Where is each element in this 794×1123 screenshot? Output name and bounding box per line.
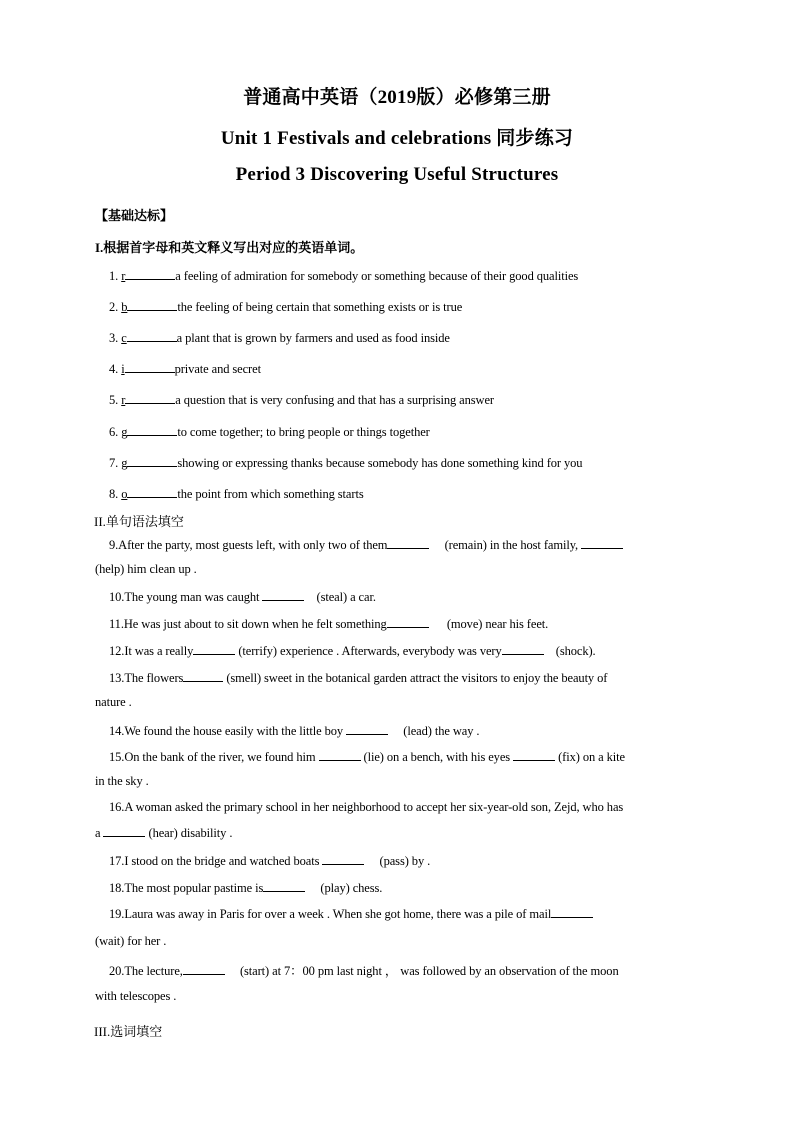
initial-letter: r [121,393,126,407]
answer-blank[interactable] [319,749,361,761]
answer-blank[interactable] [125,268,175,280]
answer-blank[interactable] [387,537,429,549]
vocab-definition: showing or expressing thanks because somebody has done something kind for you [177,456,583,470]
part2-heading: II.单句语法填空 [94,514,184,529]
initial-letter: g [121,425,128,439]
initial-letter: b [121,300,128,314]
vocab-definition: a feeling of admiration for somebody or something because of their good qualities [175,269,579,283]
grammar-question-15: 15.On the bank of the river, we found him (lie) on a bench, with his eyes (fix) on a kite [109,750,625,764]
answer-blank[interactable] [322,853,364,865]
part3-heading: III.选词填空 [94,1024,163,1039]
grammar-question-10: 10.The young man was caught (steal) a car. [109,590,376,604]
doc-title-unit: Unit 1 Festivals and celebrations 同步练习 [220,128,574,149]
initial-letter: g [121,456,128,470]
vocab-item: 7. g showing or expressing thanks because somebody has done something kind for you [109,456,583,470]
doc-title-book: 普通高中英语（2019版）必修第三册 [243,87,551,108]
answer-blank[interactable] [127,486,177,498]
answer-blank[interactable] [183,670,223,682]
answer-blank[interactable] [127,424,177,436]
answer-blank[interactable] [513,749,555,761]
grammar-question-13: 13.The flowers (smell) sweet in the botanical garden attract the visitors to enjoy the beauty of [109,671,608,685]
grammar-question-17: 17.I stood on the bridge and watched boats (pass) by . [109,854,431,868]
answer-blank[interactable] [127,330,177,342]
answer-blank[interactable] [103,825,145,837]
vocab-definition: a question that is very confusing and that has a surprising answer [175,393,494,407]
grammar-question-19: 19.Laura was away in Paris for over a week . When she got home, there was a pile of mail [109,906,593,922]
vocab-definition: private and secret [174,362,261,376]
section-basic-heading: 【基础达标】 [95,208,174,223]
vocab-definition: a plant that is grown by farmers and used as food inside [176,331,450,345]
answer-blank[interactable] [263,880,305,892]
grammar-question-13-cont: nature . [95,695,132,709]
answer-blank[interactable] [346,723,388,735]
grammar-question-14: 14.We found the house easily with the little boy (lead) the way . [109,724,480,738]
initial-letter: o [121,487,128,501]
grammar-question-9-cont: (help) him clean up . [95,562,197,576]
grammar-question-20: 20.The lecture, (start) at 7：00 pm last night ， was followed by an observation of the moon [109,964,619,978]
vocab-definition: to come together; to bring people or things together [177,425,430,439]
answer-blank[interactable] [193,643,235,655]
answer-blank[interactable] [262,589,304,601]
grammar-question-19-cont: (wait) for her . [95,934,167,948]
vocab-definition: the point from which something starts [177,487,364,501]
part1-heading: I.根据首字母和英文释义写出对应的英语单词。 [95,240,364,255]
vocab-item: 2. b the feeling of being certain that something exists or is true [109,300,463,314]
answer-blank[interactable] [127,299,177,311]
grammar-question-12: 12.It was a really (terrify) experience . Afterwards, everybody was very (shock). [109,644,596,658]
vocab-item: 5. r a question that is very confusing and that has a surprising answer [109,393,494,407]
vocab-item: 6. g to come together; to bring people or things together [109,425,430,439]
vocab-item: 3. c a plant that is grown by farmers and used as food inside [109,331,450,345]
initial-letter: c [121,331,127,345]
initial-letter: i [121,362,125,376]
answer-blank[interactable] [502,643,544,655]
answer-blank[interactable] [551,906,593,918]
vocab-definition: the feeling of being certain that something exists or is true [177,300,463,314]
grammar-question-20-cont: with telescopes . [95,989,177,1003]
answer-blank[interactable] [581,537,623,549]
vocab-item: 8. o the point from which something starts [109,487,364,501]
doc-title-period: Period 3 Discovering Useful Structures [235,164,559,185]
answer-blank[interactable] [125,392,175,404]
answer-blank[interactable] [125,361,175,373]
answer-blank[interactable] [127,455,177,467]
grammar-question-16-cont: a (hear) disability . [95,826,233,840]
initial-letter: r [121,269,126,283]
grammar-question-18: 18.The most popular pastime is (play) chess. [109,881,383,895]
grammar-question-11: 11.He was just about to sit down when he felt something (move) near his feet. [109,617,549,631]
grammar-question-16: 16.A woman asked the primary school in her neighborhood to accept her six-year-old son, Zejd, who has [109,800,624,814]
grammar-question-15-cont: in the sky . [95,774,149,788]
vocab-item: 4. i private and secret [109,362,261,376]
answer-blank[interactable] [183,963,225,975]
answer-blank[interactable] [387,616,429,628]
grammar-question-9: 9.After the party, most guests left, with only two of them (remain) in the host family, [109,537,623,553]
vocab-item: 1. r a feeling of admiration for somebody or something because of their good qualities [109,269,579,283]
